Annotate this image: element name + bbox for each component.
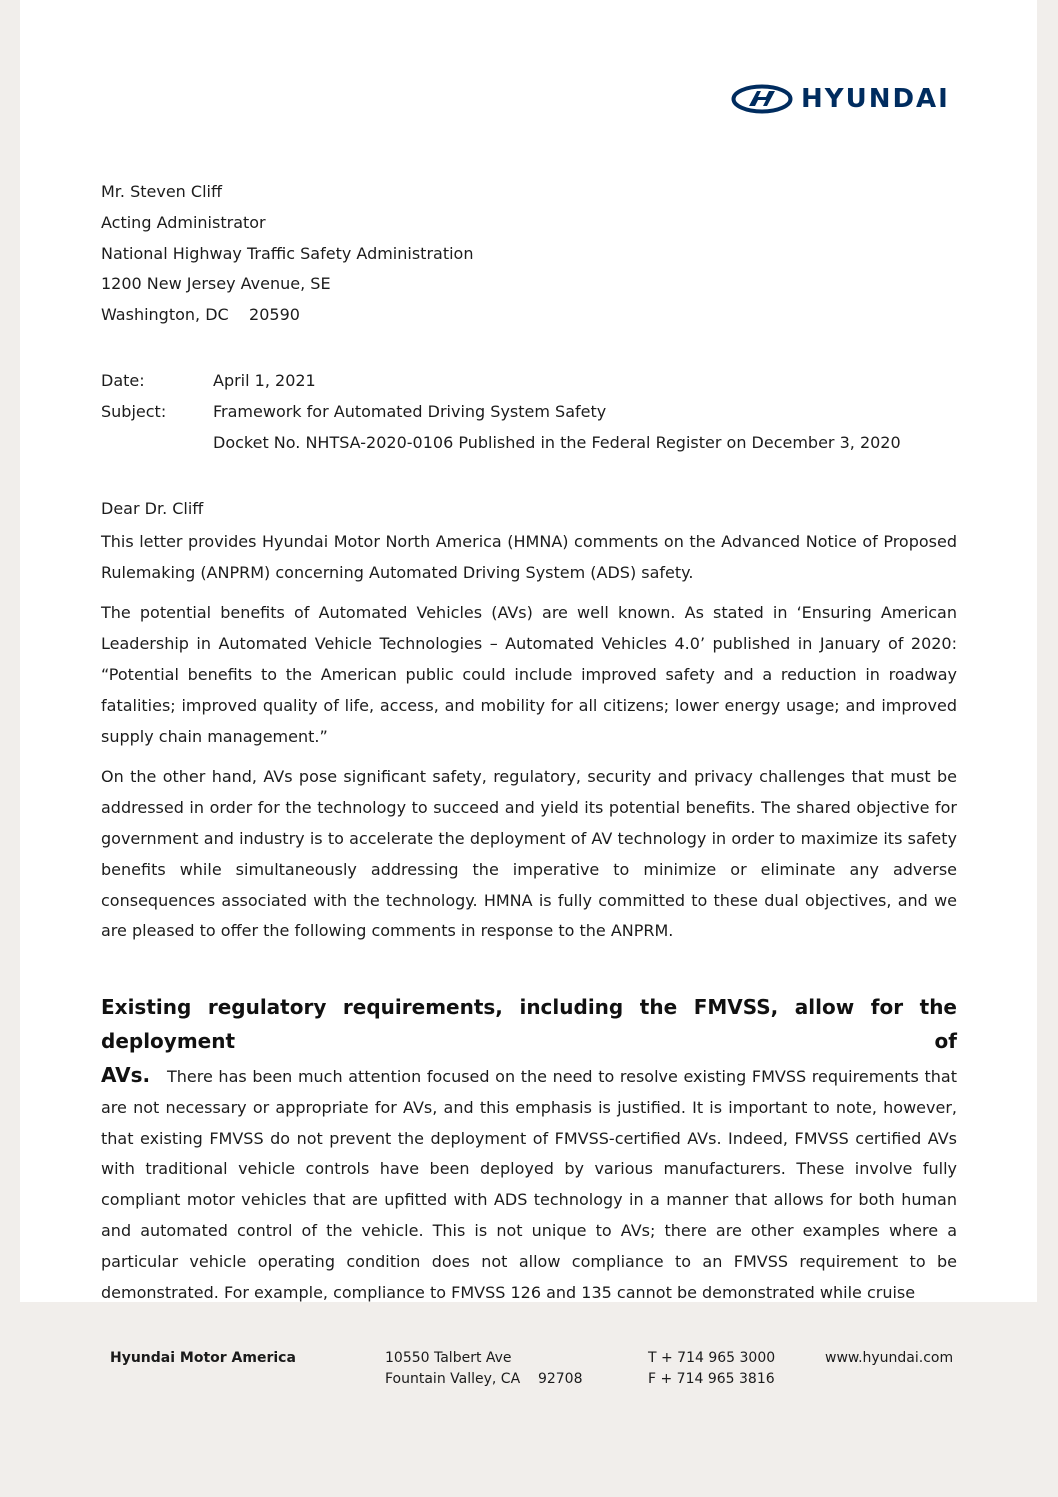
section-fmvss xyxy=(101,990,957,1308)
recipient-street: 1200 New Jersey Avenue, SE xyxy=(101,274,331,294)
footer-contact xyxy=(648,1348,775,1390)
salutation: Dear Dr. Cliff xyxy=(101,499,204,518)
paragraph-fmvss xyxy=(101,1060,957,1308)
letter-footer xyxy=(0,1348,1058,1408)
recipient-city: Washington, DC 20590 xyxy=(101,305,300,325)
paragraph-challenges: On the other hand, AVs pose significant safety, regulatory, security and privacy challenges that must be addressed in order for the technology to succeed and yield its potential benefits. The shared objective for government and industry is to accelerate the deployment of AV technology in order to maximize its safety benefits while simultaneously addressing the imperative to minimize or eliminate any adverse consequences associated with the technology. HMNA is fully committed to these dual objectives, and we are pleased to offer the following comments in response to the ANPRM. xyxy=(101,767,957,941)
recipient-org: National Highway Traffic Safety Administration xyxy=(101,243,474,263)
footer-address xyxy=(385,1348,582,1390)
paragraph-fmvss-text: There has been much attention focused on the need to resolve existing FMVSS requirements that are not necessary or appropriate for AVs, and this emphasis is justified. It is important to note, however, that existing FMVSS do not prevent the deployment of FMVSS-certified AVs. Indeed, FMVSS certified AVs with traditional vehicle controls have been deployed by various manufacturers. These involve fully compliant motor vehicles that are upfitted with ADS technology in a manner that allows for both human and automated control of the vehicle. This is not unique to AVs; there are other examples where a particular vehicle operating condition does not allow compliance to an FMVSS requirement to be demonstrated. For example, compliance to FMVSS 126 and 135 cannot be demonstrated while cruise xyxy=(101,1067,957,1302)
hyundai-emblem-icon xyxy=(731,84,793,114)
section-heading: Existing regulatory requirements, including the FMVSS, allow for the deployment of xyxy=(101,995,957,1053)
footer-address-line1: 10550 Talbert Ave xyxy=(385,1350,512,1366)
recipient-title: Acting Administrator xyxy=(101,212,266,232)
hyundai-logo xyxy=(731,82,959,116)
subject-value: Framework for Automated Driving System Safety xyxy=(213,401,607,421)
paragraph-benefits: The potential benefits of Automated Vehicles (AVs) are well known. As stated in ‘Ensuring American Leadership in Automated Vehicle Technologies – Automated Vehicles 4.0’ published in January of 2020: “Potential benefits to the American public could include improved safety and a reduction in roadway fatalities; improved quality of life, access, and mobility for all citizens; lower energy usage; and improved supply chain management.” xyxy=(101,603,957,746)
letter-body xyxy=(101,494,957,947)
footer-fax: F + 714 965 3816 xyxy=(648,1371,775,1387)
recipient-address xyxy=(101,177,801,331)
section-heading-lead: AVs. xyxy=(101,1063,151,1087)
docket-row xyxy=(101,428,961,459)
letter-meta xyxy=(101,366,961,458)
brand-wordmark: HYUNDAI xyxy=(801,84,950,114)
footer-website[interactable]: www.hyundai.com xyxy=(825,1350,954,1366)
footer-address-line2: Fountain Valley, CA 92708 xyxy=(385,1371,583,1387)
footer-company: Hyundai Motor America xyxy=(110,1350,296,1366)
recipient-name: Mr. Steven Cliff xyxy=(101,182,222,201)
paragraph-intro: This letter provides Hyundai Motor North America (HMNA) comments on the Advanced Notice of Proposed Rulemaking (ANPRM) concerning Automated Driving System (ADS) safety. xyxy=(101,531,957,582)
footer-phone: T + 714 965 3000 xyxy=(648,1350,776,1366)
date-row xyxy=(101,366,961,397)
docket-value: Docket No. NHTSA-2020-0106 Published in the Federal Register on December 3, 2020 xyxy=(213,432,901,452)
date-value: April 1, 2021 xyxy=(213,371,316,390)
subject-row xyxy=(101,397,961,428)
date-label: Date: xyxy=(101,371,145,390)
subject-label: Subject: xyxy=(101,401,167,421)
